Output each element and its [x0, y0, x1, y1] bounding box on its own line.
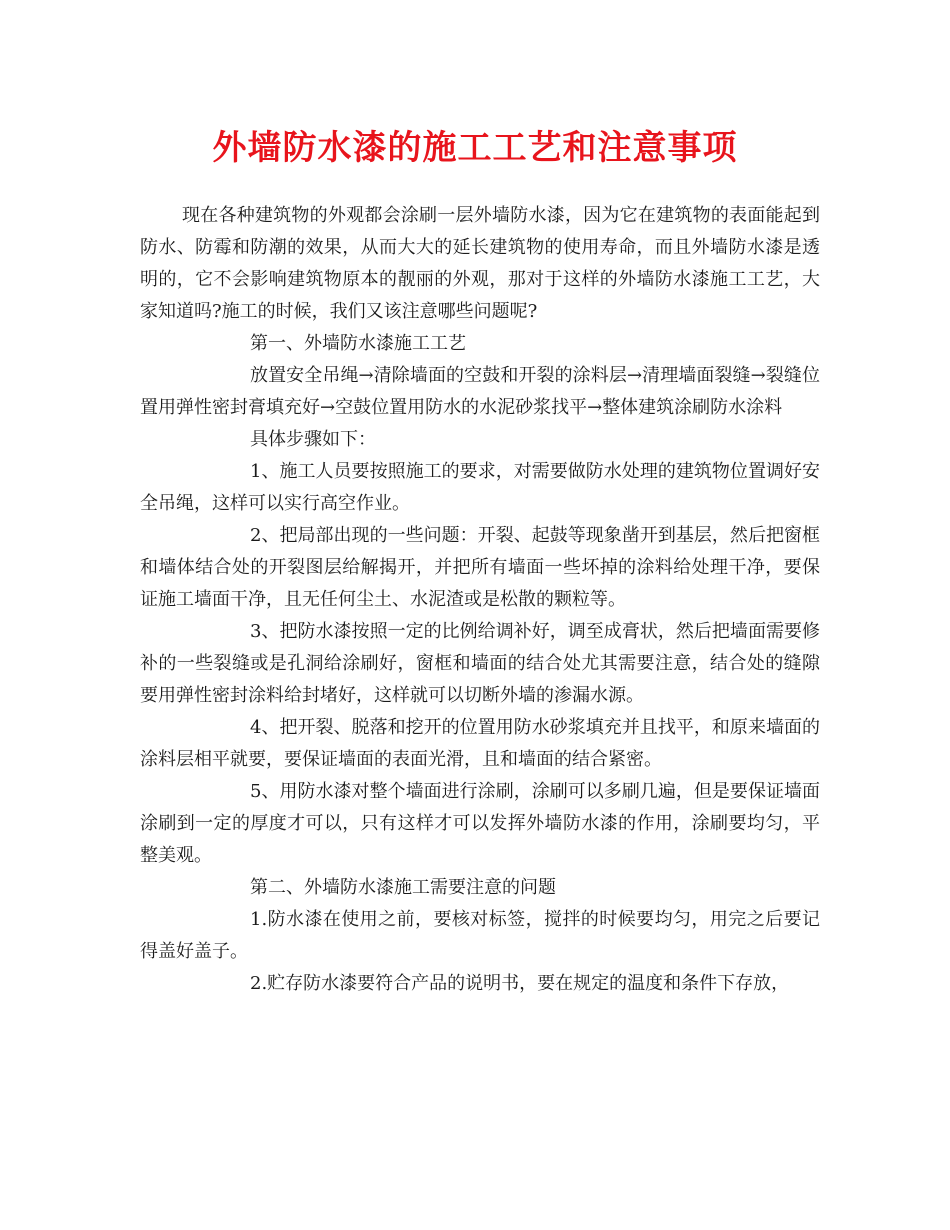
step-paragraph-4: 4、把开裂、脱落和挖开的位置用防水砂浆填充并且找平，和原来墙面的涂料层相平就要，要保证墙面的表面光滑，且和墙面的结合紧密。	[140, 717, 820, 770]
step-paragraph-5: 5、用防水漆对整个墙面进行涂刷，涂刷可以多刷几遍，但是要保证墙面涂刷到一定的厚度才可以，只有这样才可以发挥外墙防水漆的作用，涂刷要均匀，平整美观。	[140, 781, 820, 866]
process-flow-paragraph: 放置安全吊绳→清除墙面的空鼓和开裂的涂料层→清理墙面裂缝→裂缝位置用弹性密封膏填充好→空鼓位置用防水的水泥砂浆找平→整体建筑涂刷防水涂料	[140, 365, 820, 418]
document-title: 外墙防水漆的施工工艺和注意事项	[212, 128, 738, 168]
section-heading-2: 第二、外墙防水漆施工需要注意的问题	[250, 877, 556, 898]
section-heading-1: 第一、外墙防水漆施工工艺	[250, 333, 466, 354]
step-paragraph-2: 2、把局部出现的一些问题：开裂、起鼓等现象凿开到基层，然后把窗框和墙体结合处的开裂图层给解揭开，并把所有墙面一些坏掉的涂料给处理干净，要保证施工墙面干净，且无任何尘土、水泥渣或是松散的颗粒等。	[140, 525, 820, 610]
note-paragraph-1: 1.防水漆在使用之前，要核对标签，搅拌的时候要均匀，用完之后要记得盖好盖子。	[140, 909, 820, 962]
step-paragraph-3: 3、把防水漆按照一定的比例给调补好，调至成膏状，然后把墙面需要修补的一些裂缝或是孔洞给涂刷好，窗框和墙面的结合处尤其需要注意，结合处的缝隙要用弹性密封涂料给封堵好，这样就可以切断外墙的渗漏水源。	[140, 621, 820, 706]
step-paragraph-1: 1、施工人员要按照施工的要求，对需要做防水处理的建筑物位置调好安全吊绳，这样可以实行高空作业。	[140, 461, 820, 514]
intro-paragraph: 现在各种建筑物的外观都会涂刷一层外墙防水漆，因为它在建筑物的表面能起到防水、防霉和防潮的效果，从而大大的延长建筑物的使用寿命，而且外墙防水漆是透明的，它不会影响建筑物原本的靓丽的外观，那对于这样的外墙防水漆施工工艺，大家知道吗?施工的时候，我们又该注意哪些问题呢?	[140, 205, 820, 322]
steps-intro-paragraph: 具体步骤如下：	[250, 429, 376, 450]
document-body	[140, 200, 820, 1000]
note-paragraph-2: 2.贮存防水漆要符合产品的说明书，要在规定的温度和条件下存放，	[250, 973, 790, 994]
